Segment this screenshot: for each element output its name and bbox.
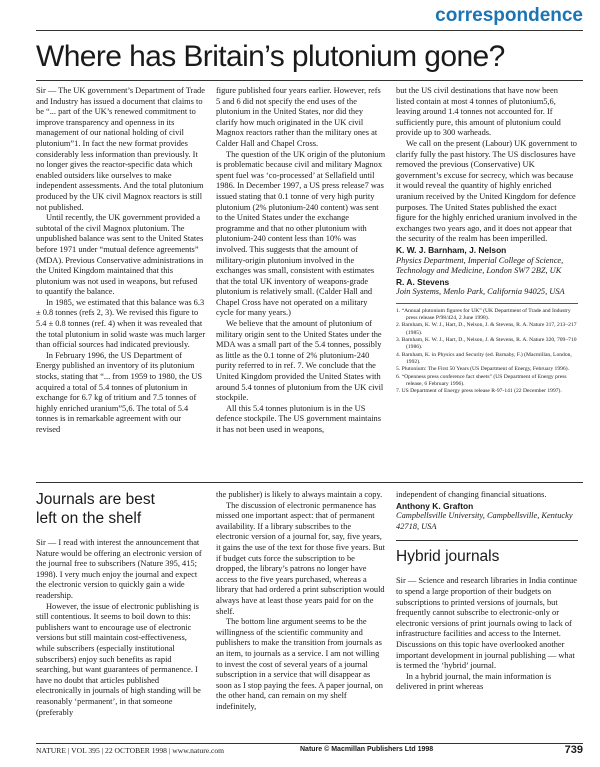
article-1-column-1: [36, 86, 206, 436]
paragraph: Until recently, the UK government provided a subtotal of the civil Magnox plutonium. The unpublished balance was sent to the United States before 1971 under “mutual defence agreements” (MDA). Previous Conservative administrations in the United Kingdom maintained that this plutonium was not used in weapons, but refused to quantify the balance.: [36, 213, 204, 297]
paragraph: The discussion of electronic permanence has missed one important aspect: that of permanent availability. If a library subscribes to the electronic version of a journal for, say, five years, it gains the use of the text for those five years. But if budget cuts force the subscription to be dropped, the library’s patrons no longer have access to the five years purchased, whereas a library that had ordered a print subscription would always have at least those years paid for on the shelf.: [216, 500, 385, 616]
paragraph: In a hybrid journal, the main information is delivered in print whereas: [396, 671, 552, 692]
section-label: correspondence: [431, 4, 583, 28]
signature-name: Anthony K. Grafton: [396, 500, 474, 511]
reference-item: 2. Barnham, K. W. J., Hart, D., Nelson, J. & Stevens, R. A. Nature 317, 213–217 (1985).: [396, 322, 577, 336]
signature-name: K. W. J. Barnham, J. Nelson: [396, 244, 507, 255]
article-1-column-3: [396, 86, 578, 395]
reference-item: 4. Barnham, K. in Physics and Security (ed. Barnaby, F.) (Macmillan, London, 1992).: [396, 351, 572, 365]
section-divider: [396, 540, 578, 541]
article-2-title-line: Journals are best: [36, 491, 155, 508]
reference-list: [396, 303, 578, 396]
signature-affiliation: Campbellsville University, Campbellsville, Kentucky 42718, USA: [396, 511, 573, 531]
signature-affiliation: Join Systems, Menlo Park, California 94025, USA: [396, 287, 565, 297]
header-rule: [36, 30, 583, 31]
paragraph: The bottom line argument seems to be the willingness of the scientific community and publishers to make the transition from journals as an item, to journals as a service. I am not willing to invest the cost of several years of a journal subscription in a service that will disappear as soon as I stop paying the fees. A paper journal, on the other hand, can remain on my shelf indefinitely,: [216, 617, 383, 711]
paragraph: independent of changing financial situations.: [396, 490, 547, 499]
paragraph: We believe that the amount of plutonium of military origin sent to the United States under the MDA was a small part of the 5.4 tonnes, possibly as little as the 0.1 tonne of 2% plutonium-240 purity referred to in ref. 7. We conclude that the United Kingdom provided the United States with around 5.4 tonnes of plutonium from the UK civil stockpile.: [216, 319, 384, 403]
article-2-column-1: [36, 490, 206, 718]
footer-journal-info: NATURE | VOL 395 | 22 OCTOBER 1998 | www.nature.com: [36, 746, 225, 755]
footer-copyright: Nature © Macmillan Publishers Ltd 1998: [300, 746, 434, 753]
article-2-column-3: [396, 490, 578, 693]
paragraph: All this 5.4 tonnes plutonium is in the US defence stockpile. The US government maintains it has not been used in weapons,: [216, 403, 381, 434]
paragraph: However, the issue of electronic publishing is still contentious. It seems to boil down to this: publishers want to encourage use of electronic versions but still maintain cost-effectiveness, while subscribers (especially institutional subscribers) enjoy such benefits as rapid searching, but want guarantees of permanence. I have no doubt that articles published electronically in journals of high standing will be reasonably ‘permanent’, in that someone (preferably: [36, 601, 201, 717]
article-2-title: [36, 490, 206, 528]
paragraph: Sir — Science and research libraries in India continue to spend a large proportion of their budgets on subscriptions to printed versions of journals, but frequently cannot subscribe to electronic-only or electronic versions of print journals owing to lack of infrastructure facilities and access to the Internet. Discussions on this topic have overlooked another important development in journal publishing — what is termed the ‘hybrid’ journal.: [396, 576, 577, 671]
footer-rule: [36, 743, 583, 744]
title-rule: [36, 80, 583, 81]
paragraph: Sir — I read with interest the announcement that Nature would be offering an electronic version of the journal free to subscribers (Nature 395, 415; 1998). I very much enjoy the journal and expect the electronic version to quickly gain a wide readership.: [36, 538, 202, 600]
reference-item: 6. “Openness press conference fact sheets” (US Department of Energy press release, 6 February 1996).: [396, 373, 567, 387]
paragraph: In 1985, we estimated that this balance was 6.3 ± 0.8 tonnes (refs 2, 3). We revised this figure to 5.4 ± 0.8 tonnes (ref. 4) when it was revealed that the total plutonium in solid waste was much larger than official sources had indicated previously.: [36, 297, 206, 350]
paragraph: figure published four years earlier. However, refs 5 and 6 did not specify the end uses of the plutonium in the United States, nor did they clarify how much originated in the UK civil Magnox reactors rather than the military ones at Calder Hall and Chapel Cross.: [216, 86, 381, 148]
article-3-title: Hybrid journals: [396, 548, 500, 566]
paragraph: The question of the UK origin of the plutonium is problematic because civil and military Magnox spent fuel was ‘co-processed’ at Sellafield until 1986. In December 1997, a US press release7 was issued stating that 0.1 tonne of very high purity plutonium (2% plutonium-240 content) was sent to the United States under the exchange programme and that no other plutonium with plutonium-240 content less than 10% was involved. This suggests that the amount of military-origin plutonium involved in the exchanges was small, consistent with estimates that the total UK inventory of weapons-grade plutonium is relatively small. (Calder Hall and Chapel Cross have not operated on a military cycle for many years.): [216, 149, 386, 318]
section-divider: [36, 482, 583, 483]
reference-item: 5. Plutonium: The First 50 Years (US Department of Energy, February 1996).: [396, 366, 569, 373]
article-1-column-2: [216, 86, 386, 436]
signature-affiliation: Physics Department, Imperial College of Science, Technology and Medicine, London SW7 2BZ, UK: [396, 255, 564, 276]
reference-item: 3. Barnham, K. W. J., Hart, D., Nelson, J. & Stevens, R. A. Nature 320, 709–710 (1986).: [396, 337, 577, 351]
paragraph: but the US civil destinations that have now been listed contain at most 4 tonnes of plutonium5,6, leaving around 1.4 tonnes not accounted for. If sufficiently pure, this amount of plutonium could provide up to 300 warheads.: [396, 86, 561, 138]
article-2-column-2: [216, 490, 386, 712]
paragraph: In February 1996, the US Department of Energy published an inventory of its plutonium stocks, stating that “... from 1959 to 1980, the US acquired a total of 5.4 tonnes of plutonium in exchange for 6.7 kg of tritium and 7.5 tonnes of highly enriched uranium”5,6. The total of 5.4 tonnes is in remarkable agreement with our revised: [36, 350, 203, 434]
paragraph: the publisher) is likely to always maintain a copy.: [216, 490, 383, 499]
paragraph: We call on the present (Labour) UK government to clarify fully the past history. The US disclosures have removed the previous (Conservative) UK government’s excuse for secrecy, which was because it would reveal the quantity of highly enriched uranium received by the United Kingdom for defence purposes. The United States published the exact figure for the highly enriched uranium involved in the exchanges two years ago, and it does not appear that the security of the realm has been imperilled.: [396, 138, 577, 244]
article-2-title-line: left on the shelf: [36, 510, 142, 527]
article-1-title: Where has Britain’s plutonium gone?: [36, 40, 505, 73]
reference-item: 1. “Annual plutonium figures for UK” (UK Department of Trade and Industry press release P/98/424, 2 June 1998).: [396, 307, 571, 322]
paragraph: Sir — The UK government’s Department of Trade and Industry has issued a document that claims to be “... part of the UK’s renewed commitment to improve transparency and openness in its management of our national holding of civil plutonium”1. In fact the new format provides considerably less information than previously. It no longer gives the reactor-specific data which enabled outsiders like ourselves to make independent assessments. And the total plutonium produced by the UK civil Magnox reactors is still not published.: [36, 86, 205, 212]
signature-name: R. A. Stevens: [396, 276, 450, 287]
reference-item: 7. US Department of Energy press release R-97-141 (22 December 1997).: [396, 388, 562, 395]
page-number: 739: [564, 744, 583, 756]
